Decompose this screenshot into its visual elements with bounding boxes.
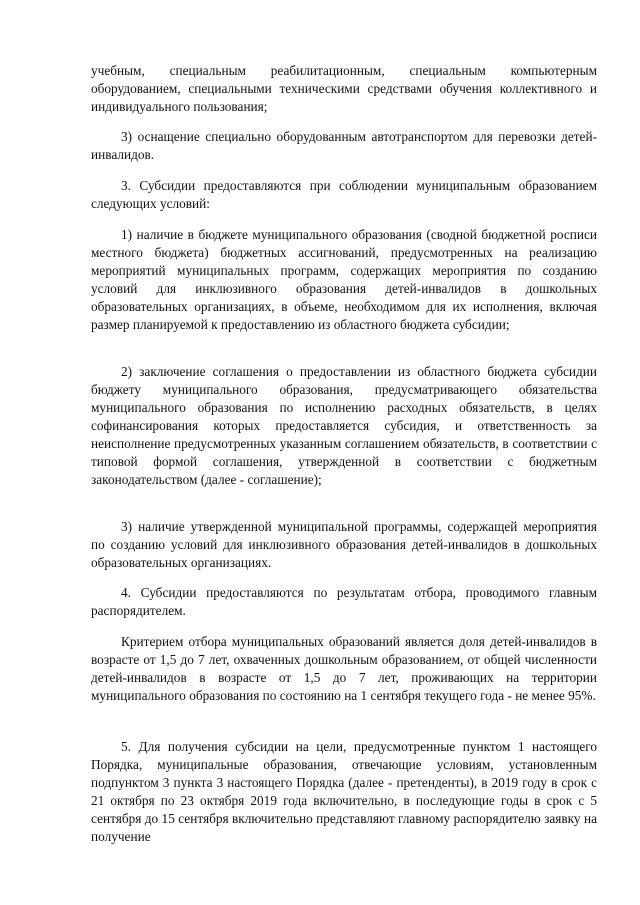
paragraph-section-3: 3. Субсидии предоставляются при соблюдении муниципальным образованием следующих условий:: [91, 178, 597, 211]
paragraph-continuation: учебным, специальным реабилитационным, специальным компьютерным оборудованием, специальными техническими средствами обучения коллективного и индивидуального пользования;: [91, 63, 597, 114]
paragraph-condition-2: 2) заключение соглашения о предоставлении из областного бюджета субсидии бюджету муниципального образования, предусматривающего обязательства муниципального образования по исполнению расходных обязательств, в целях софинансирования которых предоставляется субсидия, и ответственность за неисполнение предусмотренных указанным соглашением обязательств, в соответствии с типовой формой соглашения, утвержденной в соответствии с бюджетным законодательством (далее - соглашение);: [91, 364, 597, 487]
paragraph-section-5: 5. Для получения субсидии на цели, предусмотренные пунктом 1 настоящего Порядка, муниципальные образования, отвечающие условиям, установленным подпунктом 3 пункта 3 настоящего Порядка (далее - претенденты), в 2019 году в срок с 21 октября по 23 октября 2019 года включительно, в последующие годы в срок с 5 сентября до 15 сентября включительно представляют главному распорядителю заявку на получение: [91, 739, 597, 844]
paragraph-item-3-transport: 3) оснащение специально оборудованным автотранспортом для перевозки детей-инвалидов.: [91, 129, 597, 162]
paragraph-condition-1: 1) наличие в бюджете муниципального образования (сводной бюджетной росписи местного бюджета) бюджетных ассигнований, предусмотренных на реализацию мероприятий муниципальных программ, содержащих мероприятия по созданию условий для инклюзивного образования детей-инвалидов в дошкольных образовательных организациях, в объеме, необходимом для их исполнения, включая размер планируемой к предоставлению из областного бюджета субсидии;: [91, 227, 597, 332]
paragraph-selection-criterion: Критерием отбора муниципальных образований является доля детей-инвалидов в возрасте от 1,5 до 7 лет, охваченных дошкольным образованием, от общей численности детей-инвалидов в возрасте от 1,5 до 7 лет, проживающих на территории муниципального образования по состоянию на 1 сентября текущего года - не менее 95%.: [91, 634, 597, 703]
paragraph-condition-3: 3) наличие утвержденной муниципальной программы, содержащей мероприятия по созданию условий для инклюзивного образования детей-инвалидов в дошкольных образовательных организациях.: [91, 519, 597, 570]
paragraph-section-4: 4. Субсидии предоставляются по результатам отбора, проводимого главным распорядителем.: [91, 585, 597, 618]
